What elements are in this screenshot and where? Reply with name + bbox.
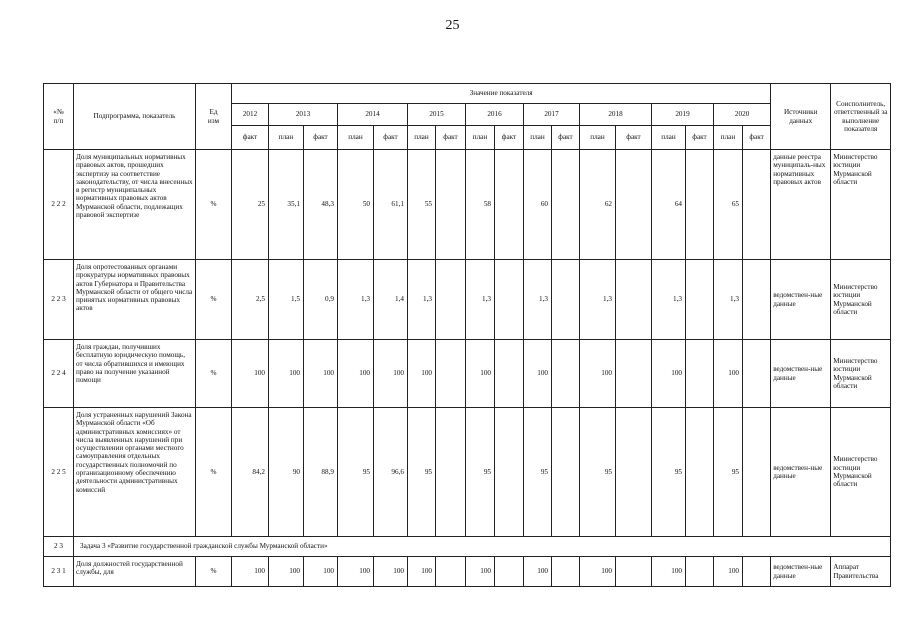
source-cell: ведомствен-ные данные <box>771 557 831 587</box>
value-cell: 100 <box>524 557 552 587</box>
value-cell: 95 <box>338 408 374 537</box>
value-cell: 95 <box>408 408 436 537</box>
row-num: 2 2 2 <box>44 150 74 260</box>
value-cell: 1,3 <box>408 260 436 340</box>
value-cell: 100 <box>374 340 408 408</box>
value-cell <box>436 408 466 537</box>
year-2019: 2019 <box>652 104 714 126</box>
value-cell <box>495 150 524 260</box>
value-cell <box>686 340 714 408</box>
subheader-plan: план <box>580 126 616 150</box>
value-cell: 95 <box>714 408 743 537</box>
value-cell: 100 <box>580 557 616 587</box>
table-row <box>44 408 891 537</box>
subheader-fact: факт <box>743 126 771 150</box>
unit-cell: % <box>196 150 232 260</box>
value-cell <box>552 408 580 537</box>
unit-cell: % <box>196 557 232 587</box>
value-cell: 100 <box>524 340 552 408</box>
executor-cell: Министерство юстиции Мурманской области <box>831 340 891 408</box>
value-cell: 100 <box>408 557 436 587</box>
value-cell: 100 <box>232 557 269 587</box>
subheader-plan: план <box>524 126 552 150</box>
value-cell <box>436 260 466 340</box>
value-cell <box>495 340 524 408</box>
subheader-plan: план <box>714 126 743 150</box>
executor-cell: Министерство юстиции Мурманской области <box>831 260 891 340</box>
header-subprogram: Подпрограмма, показатель <box>74 84 196 150</box>
value-cell <box>495 408 524 537</box>
value-cell <box>552 150 580 260</box>
subheader-fact: факт <box>686 126 714 150</box>
subheader-fact: факт <box>304 126 338 150</box>
value-cell: 55 <box>408 150 436 260</box>
value-cell: 100 <box>374 557 408 587</box>
value-cell: 95 <box>466 408 495 537</box>
value-cell <box>552 340 580 408</box>
value-cell: 60 <box>524 150 552 260</box>
value-cell: 1,5 <box>269 260 304 340</box>
value-cell <box>743 150 771 260</box>
row-num: 2 2 4 <box>44 340 74 408</box>
value-cell: 95 <box>524 408 552 537</box>
value-cell: 100 <box>304 340 338 408</box>
subheader-fact: факт <box>374 126 408 150</box>
source-cell: ведомствен-ные данные <box>771 260 831 340</box>
value-cell: 1,3 <box>524 260 552 340</box>
source-cell: ведомствен-ные данные <box>771 340 831 408</box>
value-cell: 61,1 <box>374 150 408 260</box>
source-cell: данные реестра муниципаль-ных нормативных правовых актов <box>771 150 831 260</box>
value-cell: 25 <box>232 150 269 260</box>
executor-cell: Аппарат Правительства <box>831 557 891 587</box>
value-cell <box>436 340 466 408</box>
value-cell <box>743 340 771 408</box>
value-cell <box>436 150 466 260</box>
subheader-fact: факт <box>616 126 652 150</box>
value-cell <box>436 557 466 587</box>
value-cell: 1,3 <box>652 260 686 340</box>
value-cell: 100 <box>652 557 686 587</box>
subheader-fact: факт <box>232 126 269 150</box>
table-row <box>44 340 891 408</box>
value-cell: 58 <box>466 150 495 260</box>
value-cell: 100 <box>466 340 495 408</box>
section-title: Задача 3 «Развитие государственной гражданской службы Мурманской области» <box>74 537 891 557</box>
unit-cell: % <box>196 260 232 340</box>
header-sources: Источники данных <box>771 84 831 150</box>
executor-cell: Министерство юстиции Мурманской области <box>831 408 891 537</box>
subheader-plan: план <box>269 126 304 150</box>
row-num: 2 3 1 <box>44 557 74 587</box>
value-cell <box>495 557 524 587</box>
value-cell <box>616 408 652 537</box>
subheader-plan: план <box>466 126 495 150</box>
value-cell: 0,9 <box>304 260 338 340</box>
value-cell: 48,3 <box>304 150 338 260</box>
indicator-name: Доля муниципальных нормативных правовых актов, прошедших экспертизу на соответствие законодательству, от числа внесенных в регистр муниципальных нормативных правовых актов Мурманской области, подлежащих правовой экспертизе <box>74 150 196 260</box>
year-2020: 2020 <box>714 104 771 126</box>
value-cell <box>616 557 652 587</box>
header-value-title: Значение показателя <box>232 84 771 104</box>
section-row <box>44 537 891 557</box>
value-cell: 1,4 <box>374 260 408 340</box>
year-2018: 2018 <box>580 104 652 126</box>
header-unit: Ед изм <box>196 84 232 150</box>
subheader-fact: факт <box>552 126 580 150</box>
source-cell: ведомствен-ные данные <box>771 408 831 537</box>
indicator-name: Доля устраненных нарушений Закона Мурманской области «Об административных комиссиях» от числа выявленных нарушений при осуществлении органами местного самоуправления отдельных государственных полномочий по организационному обеспечению деятельности административных комиссий <box>74 408 196 537</box>
value-cell: 100 <box>232 340 269 408</box>
year-2017: 2017 <box>524 104 580 126</box>
value-cell: 100 <box>269 340 304 408</box>
section-num: 2 3 <box>44 537 74 557</box>
value-cell: 64 <box>652 150 686 260</box>
value-cell: 2,5 <box>232 260 269 340</box>
value-cell: 88,9 <box>304 408 338 537</box>
value-cell: 95 <box>652 408 686 537</box>
value-cell: 100 <box>714 557 743 587</box>
value-cell: 100 <box>338 340 374 408</box>
value-cell: 62 <box>580 150 616 260</box>
row-num: 2 2 3 <box>44 260 74 340</box>
value-cell: 100 <box>714 340 743 408</box>
value-cell <box>686 557 714 587</box>
value-cell: 100 <box>304 557 338 587</box>
unit-cell: % <box>196 340 232 408</box>
table-row <box>44 150 891 260</box>
subheader-plan: план <box>338 126 374 150</box>
indicator-name: Доля должностей государственной службы, для <box>74 557 196 587</box>
value-cell: 100 <box>408 340 436 408</box>
value-cell: 90 <box>269 408 304 537</box>
year-2015: 2015 <box>408 104 466 126</box>
indicators-table <box>43 83 891 587</box>
value-cell: 95 <box>580 408 616 537</box>
table-row <box>44 260 891 340</box>
value-cell <box>686 260 714 340</box>
executor-cell: Министерство юстиции Мурманской области <box>831 150 891 260</box>
subheader-plan: план <box>652 126 686 150</box>
page-number: 25 <box>445 18 460 33</box>
indicator-name: Доля граждан, получивших бесплатную юридическую помощь, от числа обратившихся и имеющих право на получение указанной помощи <box>74 340 196 408</box>
value-cell: 100 <box>580 340 616 408</box>
value-cell: 100 <box>338 557 374 587</box>
value-cell: 100 <box>269 557 304 587</box>
value-cell <box>552 557 580 587</box>
row-num: 2 2 5 <box>44 408 74 537</box>
value-cell <box>495 260 524 340</box>
value-cell: 65 <box>714 150 743 260</box>
value-cell: 1,3 <box>580 260 616 340</box>
value-cell <box>743 260 771 340</box>
year-2014: 2014 <box>338 104 408 126</box>
subheader-fact: факт <box>436 126 466 150</box>
value-cell: 1,3 <box>338 260 374 340</box>
value-cell <box>686 150 714 260</box>
year-2013: 2013 <box>269 104 338 126</box>
value-cell: 100 <box>466 557 495 587</box>
year-2012: 2012 <box>232 104 269 126</box>
header-num: «№ п/п <box>44 84 74 150</box>
value-cell <box>616 150 652 260</box>
unit-cell: % <box>196 408 232 537</box>
value-cell: 84,2 <box>232 408 269 537</box>
value-cell <box>743 557 771 587</box>
value-cell <box>743 408 771 537</box>
value-cell: 100 <box>652 340 686 408</box>
year-2016: 2016 <box>466 104 524 126</box>
value-cell <box>686 408 714 537</box>
value-cell: 50 <box>338 150 374 260</box>
table-row <box>44 557 891 587</box>
indicator-name: Доля опротестованных органами прокуратуры нормативных правовых актов Губернатора и Правительства Мурманской области от общего числа принятых нормативных правовых актов <box>74 260 196 340</box>
value-cell: 96,6 <box>374 408 408 537</box>
value-cell: 1,3 <box>466 260 495 340</box>
header-executor: Соисполнитель, ответственный за выполнение показателя <box>831 84 891 150</box>
subheader-plan: план <box>408 126 436 150</box>
subheader-fact: факт <box>495 126 524 150</box>
value-cell: 1,3 <box>714 260 743 340</box>
value-cell <box>552 260 580 340</box>
value-cell <box>616 260 652 340</box>
value-cell <box>616 340 652 408</box>
value-cell: 35,1 <box>269 150 304 260</box>
